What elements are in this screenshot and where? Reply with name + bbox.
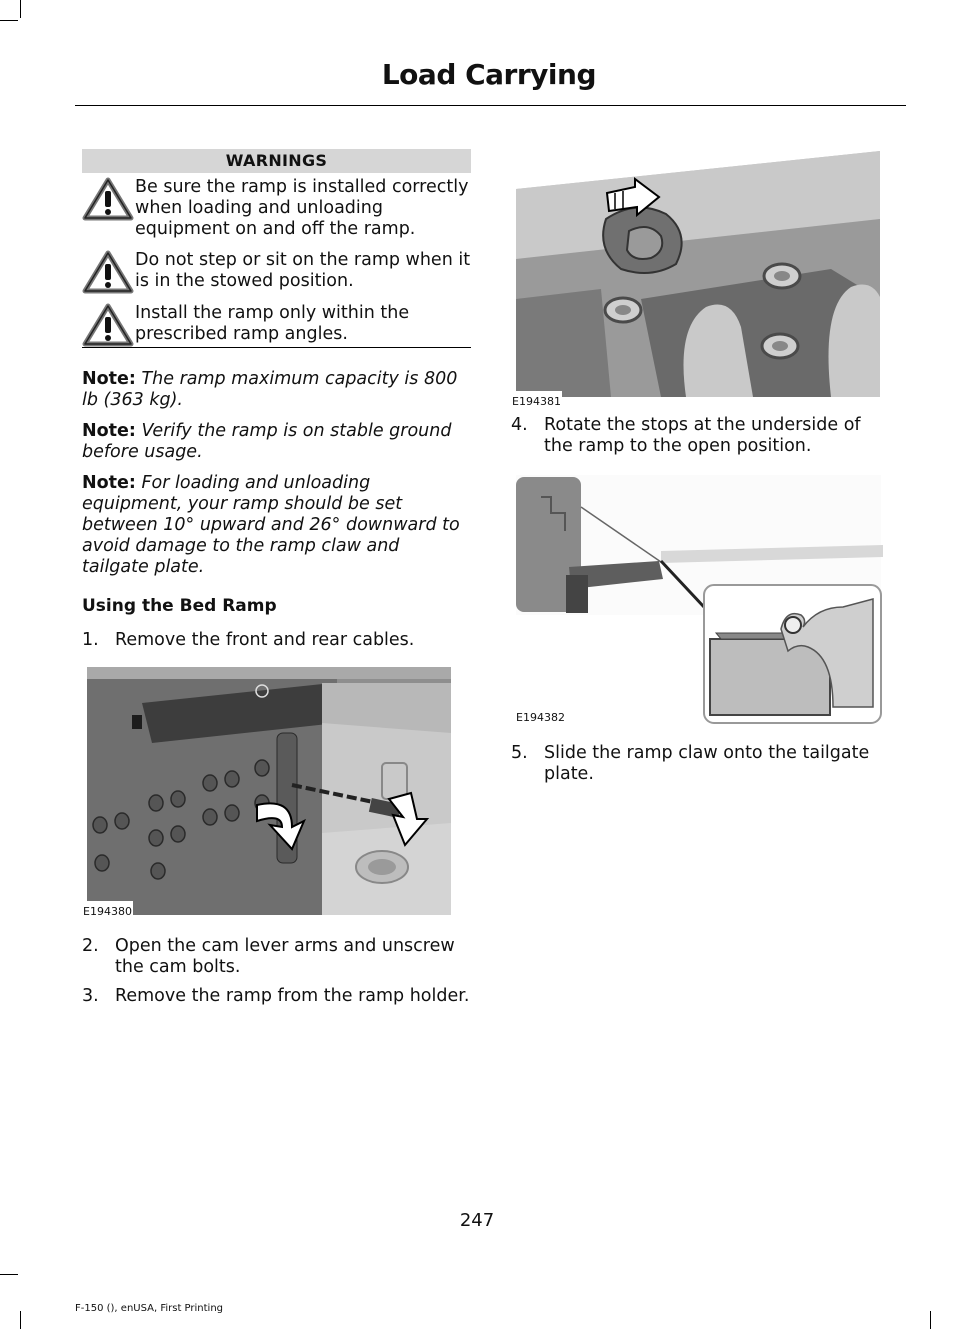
crop-mark [20,1311,21,1329]
step-text: Remove the ramp from the ramp holder. [115,986,470,1006]
warnings-heading: WARNINGS [82,149,471,173]
note [82,369,471,411]
ramp-claw-illustration [511,467,891,729]
step-item [511,415,891,457]
cam-lever-illustration [82,663,471,919]
warning-triangle-icon [82,177,134,221]
crop-mark [930,1311,931,1329]
figure-code: E194382 [515,707,566,728]
warning-item [82,177,471,240]
figure-cam-lever [82,663,471,919]
warning-triangle-icon [82,250,134,294]
footer-text: F-150 (), enUSA, First Printing [75,1303,224,1314]
page-title: Load Carrying [381,58,596,91]
ramp-stops-illustration [511,149,891,405]
warnings-rule [82,347,471,348]
step-number: 1. [82,630,99,650]
crop-mark [20,0,21,18]
warning-text: Be sure the ramp is installed correctly when loading and unloading equipment on and off the ramp. [135,177,469,239]
left-column [82,149,471,1007]
note-text: For loading and unloading equipment, your ramp should be set between 10° upward and 26° downward to avoid damage to the ramp claw and tailgate plate. [82,473,460,577]
step-item [82,986,471,1007]
step-text: Open the cam lever arms and unscrew the cam bolts. [115,936,455,977]
crop-mark [0,1274,18,1275]
page-number: 247 [459,1210,495,1231]
figure-code: E194380 [82,901,133,922]
figure-code: E194381 [511,391,562,412]
note-text: The ramp maximum capacity is 800 lb (363 kg). [82,369,458,410]
note [82,421,471,463]
note-label: Note: [82,473,136,493]
section-heading: Using the Bed Ramp [82,596,277,616]
step-number: 5. [511,743,528,763]
step-number: 4. [511,415,528,435]
step-text: Rotate the stops at the underside of the ramp to the open position. [544,415,861,456]
note-label: Note: [82,369,136,389]
step-number: 3. [82,986,99,1006]
crop-mark [0,20,18,21]
step-number: 2. [82,936,99,956]
header-rule [75,105,906,106]
right-column [511,149,891,785]
note-text: Verify the ramp is on stable ground before usage. [82,421,452,462]
figure-ramp-claw [511,467,891,729]
note [82,473,471,578]
warning-text: Install the ramp only within the prescribed ramp angles. [135,303,410,344]
step-item [82,936,471,978]
step-item [511,743,891,785]
warning-text: Do not step or sit on the ramp when it is in the stowed position. [135,250,471,291]
step-text: Remove the front and rear cables. [115,630,415,650]
step-text: Slide the ramp claw onto the tailgate plate. [544,743,870,784]
figure-ramp-stops [511,149,891,408]
warning-item [82,303,471,347]
warning-triangle-icon [82,303,134,347]
step-item [82,630,471,651]
warning-item [82,250,471,294]
note-label: Note: [82,421,136,441]
